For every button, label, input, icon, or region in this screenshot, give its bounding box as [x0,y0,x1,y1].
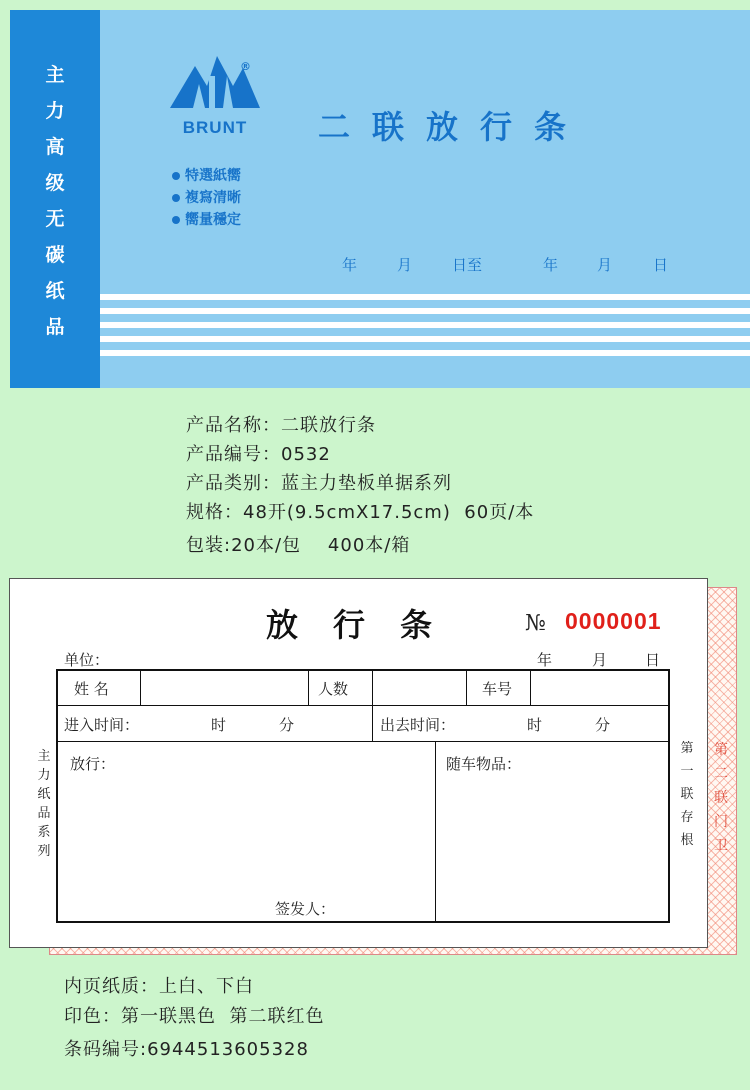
col-divider [435,741,436,923]
stripe [100,308,750,314]
form-table [56,669,670,923]
cover-date-label: 年 [342,256,358,274]
entry-time-label: 进入时间： [64,716,140,734]
product-code: 产品编号：0532 [186,444,331,465]
row-divider [56,741,670,742]
print-color-note: 印色：第一联黑色 第二联红色 [64,1006,325,1027]
exit-minute-label: 分 [595,716,611,734]
barcode-note: 条码编号:6944513605328 [64,1039,309,1060]
name-label: 姓 名 [74,680,109,698]
spine-char: 主 [45,64,65,86]
feature-item: 特選紙嚮 [172,165,241,185]
entry-minute-label: 分 [279,716,295,734]
left-vertical-label: 主 力 纸 品 系 列 [37,749,51,859]
stripe [100,336,750,342]
form-title: 放行条 [266,606,468,644]
exit-hour-label: 时 [527,716,543,734]
stripe [100,294,750,300]
spine-char: 力 [45,100,65,122]
cover-stripes [100,294,750,388]
cover-date-label: 月 [397,256,413,274]
items-label: 随车物品： [446,755,522,773]
product-category: 产品类别：蓝主力垫板单据系列 [186,473,452,494]
plate-number-label: 车号 [482,680,513,698]
product-name: 产品名称：二联放行条 [186,415,376,436]
serial-number: 0000001 [565,608,662,634]
people-count-label: 人数 [318,680,349,698]
back-sheet-label: 第 二 联 门 卫 [714,742,728,854]
bullet-icon [172,194,180,202]
spine-char: 品 [45,316,65,338]
col-divider [308,669,309,705]
paper-note: 内页纸质：上白、下白 [64,976,254,997]
stripe [100,322,750,328]
cover-date-label: 月 [597,256,613,274]
entry-hour-label: 时 [211,716,227,734]
col-divider [466,669,467,705]
spine-char: 纸 [45,280,65,302]
logo-text: BRUNT [182,118,248,137]
registered-mark: ® [240,60,251,73]
spine-char: 碳 [45,244,65,266]
product-spec: 规格：48开(9.5cmX17.5cm) 60页/本 [186,502,535,523]
cover-date-label: 日 [653,256,669,274]
form-date-label: 年 [537,651,553,669]
stripe [100,350,750,356]
spine-char: 高 [45,136,65,158]
product-packing: 包装:20本/包 400本/箱 [186,535,411,556]
form-date-label: 月 [592,651,608,669]
release-label: 放行： [70,755,116,773]
col-divider [372,669,373,705]
number-sign: № [525,611,546,636]
signer-label: 签发人： [275,900,336,918]
exit-time-label: 出去时间： [380,716,456,734]
right-vertical-label: 第 一 联 存 根 [680,741,694,848]
col-divider [372,705,373,741]
col-divider [140,669,141,705]
cover-date-label: 年 [543,256,559,274]
col-divider [530,669,531,705]
table-border [56,669,670,923]
feature-item: 複寫清晰 [172,187,241,207]
feature-item: 嚮量穩定 [172,209,241,229]
unit-label: 单位： [64,651,110,669]
bullet-icon [172,216,180,224]
spine-char: 无 [45,208,65,230]
spine-char: 级 [45,172,65,194]
cover-date-label: 日至 [452,256,483,274]
cover-title: 二联放行条 [318,108,589,146]
row-divider [56,705,670,706]
bullet-icon [172,172,180,180]
cover-spine [10,10,100,388]
form-date-label: 日 [645,651,661,669]
